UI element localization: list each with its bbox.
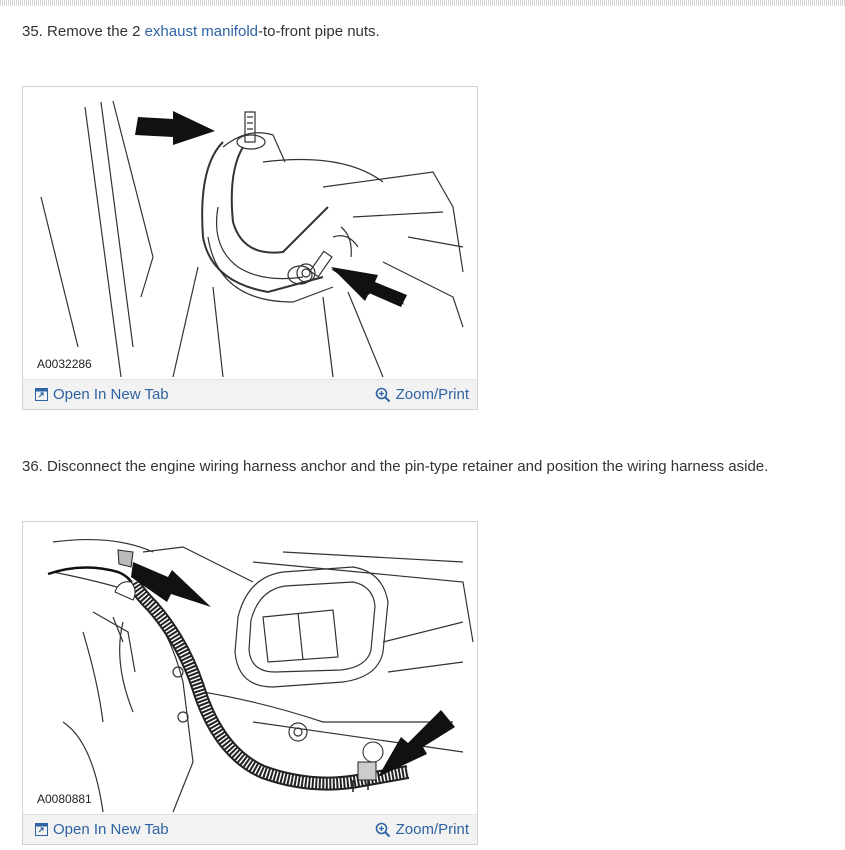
zoom-print-label: Zoom/Print xyxy=(395,386,469,403)
step-35-instruction xyxy=(22,22,380,42)
step-36-instruction xyxy=(22,457,768,477)
wiring-harness-illustration xyxy=(23,522,477,814)
exhaust-manifold-link[interactable]: exhaust manifold xyxy=(144,23,258,40)
exhaust-manifold-illustration xyxy=(23,87,477,379)
open-new-tab-icon xyxy=(35,388,48,401)
step-text-before: Remove the 2 xyxy=(47,23,145,40)
open-in-new-tab-button[interactable] xyxy=(35,386,169,403)
step-number: 35. xyxy=(22,23,43,40)
figure-exhaust-manifold xyxy=(22,86,478,410)
step-text: Disconnect the engine wiring harness anchor and the pin-type retainer and position the wiring harness aside. xyxy=(47,458,769,475)
figure-wiring-harness xyxy=(22,521,478,845)
open-in-new-tab-button[interactable] xyxy=(35,821,169,838)
open-in-new-tab-label: Open In New Tab xyxy=(53,821,169,838)
step-number: 36. xyxy=(22,458,43,475)
zoom-magnifier-icon xyxy=(375,822,391,838)
zoom-print-label: Zoom/Print xyxy=(395,821,469,838)
open-new-tab-icon xyxy=(35,823,48,836)
figure-toolbar xyxy=(23,814,477,844)
zoom-print-button[interactable] xyxy=(375,821,469,838)
zoom-magnifier-icon xyxy=(375,387,391,403)
zoom-print-button[interactable] xyxy=(375,386,469,403)
figure-id: A0080881 xyxy=(37,792,92,806)
step-text-after: -to-front pipe nuts. xyxy=(258,23,380,40)
top-divider xyxy=(0,0,845,6)
open-in-new-tab-label: Open In New Tab xyxy=(53,386,169,403)
figure-toolbar xyxy=(23,379,477,409)
figure-id: A0032286 xyxy=(37,357,92,371)
